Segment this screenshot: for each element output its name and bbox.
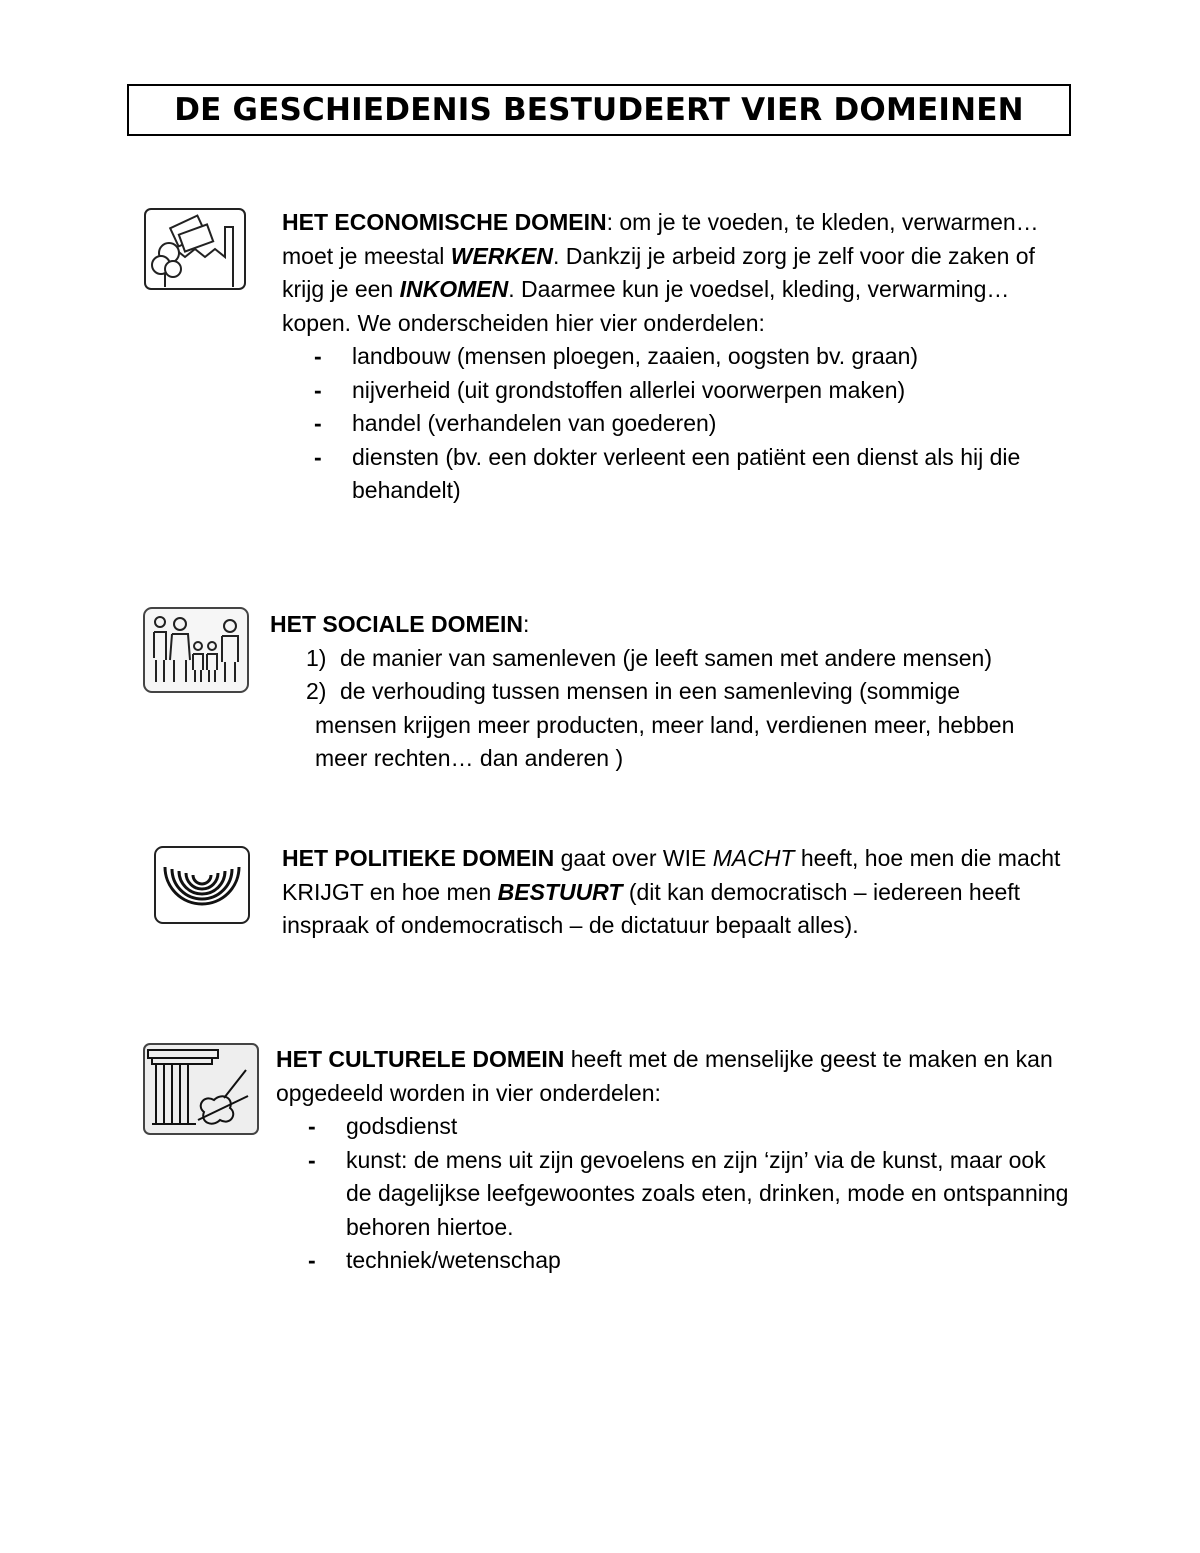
list-item <box>270 675 1070 709</box>
political-paragraph <box>282 842 1072 943</box>
list-number: 2) <box>306 678 327 704</box>
political-text-2: heeft, hoe men die macht KRIJGT en hoe men <box>282 845 1061 905</box>
list-item: - nijverheid (uit grondstoffen allerlei voorwerpen maken) <box>282 374 1072 408</box>
list-item: - techniek/wetenschap <box>276 1244 1072 1278</box>
bestuurt-emphasis: BESTUURT <box>497 878 623 905</box>
political-section <box>282 842 1072 943</box>
cultural-heading: HET CULTURELE DOMEIN <box>276 1046 565 1072</box>
economic-text-1: : om je te voeden, te kleden, verwarmen… moet je meestal <box>282 209 1039 269</box>
economic-heading: HET ECONOMISCHE DOMEIN <box>282 209 607 235</box>
social-continuation: mensen krijgen meer producten, meer land, verdienen meer, hebben meer rechten… dan anderen ) <box>315 711 1015 771</box>
social-colon: : <box>523 611 530 637</box>
economic-list <box>282 340 1072 508</box>
economic-section <box>282 206 1072 508</box>
page-title: DE GESCHIEDENIS BESTUDEERT VIER DOMEINEN <box>174 92 1024 128</box>
column-violin-icon <box>142 1042 260 1136</box>
list-item: - godsdienst <box>276 1110 1072 1144</box>
list-item: - kunst: de mens uit zijn gevoelens en zijn ‘zijn’ via de kunst, maar ook de dagelijkse leefgewoontes zoals eten, drinken, mode en ontspanning behoren hiertoe. <box>276 1144 1072 1245</box>
list-item: - landbouw (mensen ploegen, zaaien, oogsten bv. graan) <box>282 340 1072 374</box>
political-heading: HET POLITIEKE DOMEIN <box>282 845 555 871</box>
social-heading: HET SOCIALE DOMEIN <box>270 611 524 637</box>
factory-money-icon <box>143 207 247 291</box>
sound-waves-icon <box>153 845 251 925</box>
inkomen-emphasis: INKOMEN <box>399 276 509 302</box>
social-heading-line <box>270 608 1070 642</box>
economic-text-3: . Daarmee kun je voedsel, kleding, verwarming… kopen. We onderscheiden hier vier onderdelen: <box>282 276 1010 336</box>
list-number: 1) <box>306 644 327 671</box>
cultural-section <box>276 1043 1072 1278</box>
list-item <box>270 642 1070 676</box>
political-text-3: (dit kan democratisch – iedereen heeft inspraak of ondemocratisch – de dictatuur bepaalt alles). <box>282 878 1021 938</box>
cultural-list <box>276 1110 1072 1278</box>
social-section <box>270 608 1070 776</box>
people-family-icon <box>142 606 250 694</box>
social-list <box>270 642 1070 709</box>
list-text: de manier van samenleven (je leeft samen met andere mensen) <box>340 644 993 671</box>
title-box <box>127 84 1071 136</box>
cultural-text-1: heeft met de menselijke geest te maken en kan opgedeeld worden in vier onderdelen: <box>276 1046 1053 1106</box>
economic-paragraph <box>282 206 1072 340</box>
macht-emphasis: MACHT <box>712 845 795 871</box>
cultural-paragraph <box>276 1043 1072 1110</box>
werken-emphasis: WERKEN <box>450 242 553 269</box>
list-text: de verhouding tussen mensen in een samenleving (sommige <box>340 678 961 704</box>
economic-text-2: . Dankzij je arbeid zorg je zelf voor die zaken of krijg je een <box>282 242 1035 302</box>
list-item: - handel (verhandelen van goederen) <box>282 407 1072 441</box>
political-text-1: gaat over WIE <box>554 845 713 871</box>
list-item: - diensten (bv. een dokter verleent een patiënt een dienst als hij die behandelt) <box>282 441 1072 508</box>
